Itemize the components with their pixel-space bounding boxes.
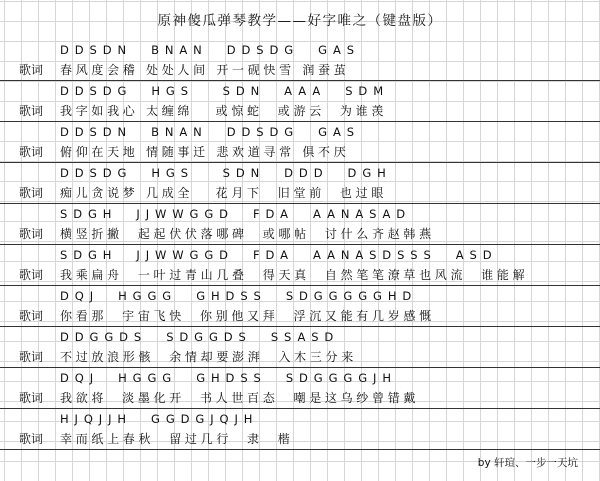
key-sequence: DDSDG HGS SDN AAA SDM [60,84,390,98]
lyric-text: 我字如我心 太缠绵 或惊蛇 或游云 为谁羡 [60,104,388,118]
key-sequence: DQJ HGGG GHDSS SDGGGGGHD [60,289,418,303]
lyric-label: 歌词 [19,350,44,364]
lyric-row [0,224,600,245]
key-row [0,122,600,142]
lyric-row [0,429,600,450]
lyric-row [0,347,600,368]
lyric-label: 歌词 [19,104,44,118]
lyric-label: 歌词 [19,145,44,159]
key-row [0,163,600,183]
key-sequence: DDSDN BNAN DDSDG GAS [60,125,360,139]
score-block [0,163,600,204]
key-sequence: DDGGDS SDGGDS SSASD [60,330,340,344]
lyric-row [0,306,600,327]
lyric-text: 我欲将 淡墨化开 书人世百态 嘲是这乌纱曾错戴 [60,391,420,405]
key-row [0,40,600,60]
lyric-text: 春风度会稽 处处人间 开一砚快雪 润蚕茧 [60,63,350,77]
lyric-label: 歌词 [19,391,44,405]
score-block [0,286,600,327]
lyric-label: 歌词 [19,432,44,446]
key-row [0,286,600,306]
lyric-label: 歌词 [19,309,44,323]
page-title: 原神傻瓜弹琴教学——好字唯之（键盘版） [157,13,443,29]
lyric-row [0,265,600,286]
key-row [0,204,600,224]
score-block [0,327,600,368]
lyric-text: 俯仰在天地 情随事迁 悲欢道寻常 俱不厌 [60,145,350,159]
score-block [0,409,600,450]
score-block [0,204,600,245]
key-sequence: SDGH JJWWGGD FDA AANASAD [60,207,412,221]
score-block [0,81,600,122]
lyric-text: 横竖折撇 起起伏伏落哪碑 或哪帖 讨什么齐赵韩燕 [60,227,435,241]
key-row [0,368,600,388]
lyric-label: 歌词 [19,63,44,77]
score-block [0,245,600,286]
key-sequence: DDSDN BNAN DDSDG GAS [60,43,360,57]
lyric-row [0,388,600,409]
score-block [0,122,600,163]
key-sequence: DDSDG HGS SDN DDD DGH [60,166,392,180]
key-row [0,409,600,429]
author-credit: by 轩瑄、一步一天坑 [477,457,578,469]
lyric-label: 歌词 [19,227,44,241]
lyric-text: 我乘扁舟 一叶过青山几叠 得天真 自然笔笔潦草也风流 谁能解 [60,268,529,282]
lyric-row [0,101,600,122]
lyric-text: 痴儿贪说梦 几成全 花月下 旧堂前 也过眼 [60,186,388,200]
score-block [0,40,600,81]
lyric-text: 幸而纸上春秋 留过几行 隶 楷 [60,432,294,446]
key-row [0,81,600,101]
lyric-row [0,60,600,81]
lyric-label: 歌词 [19,186,44,200]
score-block [0,368,600,409]
key-row [0,327,600,347]
key-sequence: SDGH JJWWGGD FDA AANASDSSS ASD [60,248,498,262]
key-sequence: HJQJJH GGDGJQJH [60,412,259,426]
lyric-text: 不过放浪形骸 余情却要澎湃 入木三分来 [60,350,357,364]
lyric-row [0,142,600,163]
lyric-row [0,183,600,204]
lyric-label: 歌词 [19,268,44,282]
key-row [0,245,600,265]
lyric-text: 你看那 宇宙飞快 你别他又拜 浮沉又能有几岁感慨 [60,309,435,323]
key-sequence: DQJ HGGG GHDSS SDGGGGJH [60,371,397,385]
